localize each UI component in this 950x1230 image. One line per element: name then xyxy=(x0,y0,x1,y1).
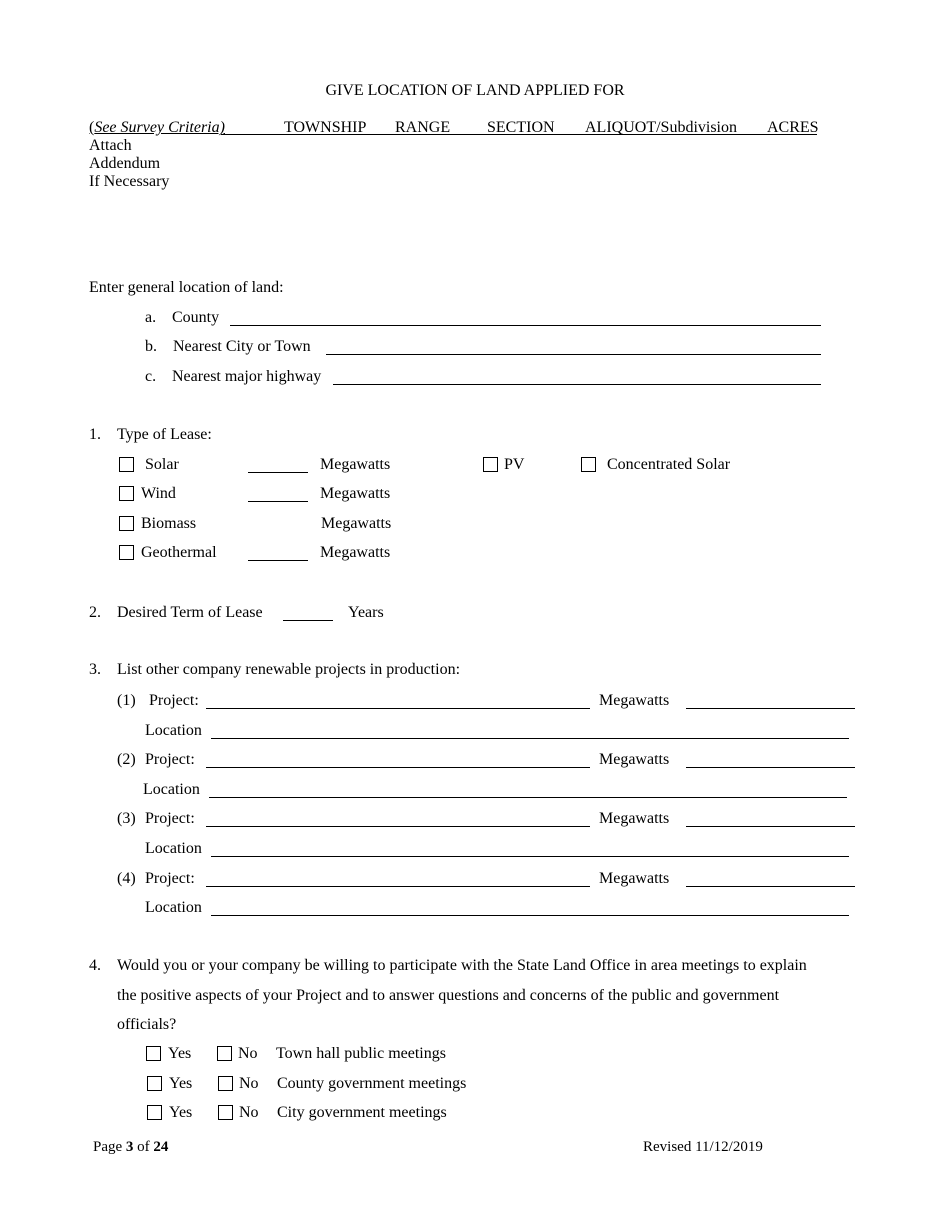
project-index: (4) xyxy=(117,870,136,887)
location-label: Location xyxy=(145,840,202,857)
geothermal-checkbox[interactable] xyxy=(119,545,134,560)
q2-label: Desired Term of Lease xyxy=(117,604,263,621)
q2-number: 2. xyxy=(89,604,101,621)
county-yes-checkbox[interactable] xyxy=(147,1076,162,1091)
solar-checkbox[interactable] xyxy=(119,457,134,472)
nearest-city-label: Nearest City or Town xyxy=(173,338,311,355)
project-field[interactable] xyxy=(206,826,590,827)
project-label: Project: xyxy=(145,870,195,887)
project-field[interactable] xyxy=(206,767,590,768)
lease-term-field[interactable] xyxy=(283,620,333,621)
column-section: SECTION xyxy=(487,119,555,136)
no-label: No xyxy=(239,1075,259,1092)
location-label: Location xyxy=(145,722,202,739)
project-megawatts-field[interactable] xyxy=(686,826,855,827)
solar-label: Solar xyxy=(145,456,179,473)
concentrated-solar-label: Concentrated Solar xyxy=(607,456,731,473)
city-yes-checkbox[interactable] xyxy=(147,1105,162,1120)
item-letter: a. xyxy=(145,309,157,326)
no-label: No xyxy=(238,1045,258,1062)
megawatts-label: Megawatts xyxy=(599,751,670,768)
project-index: (3) xyxy=(117,810,136,827)
megawatts-unit: Megawatts xyxy=(320,485,391,502)
project-index: (2) xyxy=(117,751,136,768)
project-megawatts-field[interactable] xyxy=(686,708,855,709)
megawatts-label: Megawatts xyxy=(599,870,670,887)
county-label: County xyxy=(172,309,220,326)
q3-heading: List other company renewable projects in production: xyxy=(117,661,461,678)
yes-label: Yes xyxy=(169,1104,193,1121)
project-label: Project: xyxy=(149,692,199,709)
column-range: RANGE xyxy=(395,119,451,136)
wind-checkbox[interactable] xyxy=(119,486,134,501)
megawatts-label: Megawatts xyxy=(599,692,670,709)
column-township: TOWNSHIP xyxy=(284,119,367,136)
nearest-highway-field[interactable] xyxy=(333,384,821,385)
town-hall-yes-checkbox[interactable] xyxy=(146,1046,161,1061)
project-label: Project: xyxy=(145,810,195,827)
nearest-city-field[interactable] xyxy=(326,354,821,355)
wind-megawatts-field[interactable] xyxy=(248,501,308,502)
attach-note-line: Attach xyxy=(89,137,132,154)
geothermal-label: Geothermal xyxy=(141,544,217,561)
project-location-field[interactable] xyxy=(211,856,849,857)
attach-note-line: Addendum xyxy=(89,155,161,172)
column-acres: ACRES xyxy=(767,119,819,136)
solar-megawatts-field[interactable] xyxy=(248,472,308,473)
geothermal-megawatts-field[interactable] xyxy=(248,560,308,561)
survey-criteria-text: See Survey Criteria) xyxy=(94,119,225,136)
q4-question-line: the positive aspects of your Project and to answer questions and concerns of the public and government xyxy=(117,987,780,1004)
project-index: (1) xyxy=(117,692,136,709)
attach-note-line: If Necessary xyxy=(89,173,170,190)
city-no-checkbox[interactable] xyxy=(218,1105,233,1120)
town-hall-label: Town hall public meetings xyxy=(276,1045,446,1062)
project-megawatts-field[interactable] xyxy=(686,767,855,768)
project-location-field[interactable] xyxy=(211,738,849,739)
item-letter: c. xyxy=(145,368,157,385)
q4-number: 4. xyxy=(89,957,101,974)
revised-date: Revised 11/12/2019 xyxy=(643,1139,763,1155)
q4-question-line: Would you or your company be willing to participate with the State Land Office in area meetings to explain xyxy=(117,957,807,974)
project-location-field[interactable] xyxy=(211,915,849,916)
page-number xyxy=(93,1138,168,1156)
megawatts-unit: Megawatts xyxy=(320,544,391,561)
yes-label: Yes xyxy=(169,1075,193,1092)
nearest-highway-label: Nearest major highway xyxy=(172,368,322,385)
column-aliquot: ALIQUOT/Subdivision xyxy=(585,119,737,136)
county-meetings-label: County government meetings xyxy=(277,1075,467,1092)
county-no-checkbox[interactable] xyxy=(218,1076,233,1091)
county-field[interactable] xyxy=(230,325,821,326)
no-label: No xyxy=(239,1104,259,1121)
item-letter: b. xyxy=(145,338,157,355)
city-meetings-label: City government meetings xyxy=(277,1104,447,1121)
megawatts-label: Megawatts xyxy=(599,810,670,827)
biomass-label: Biomass xyxy=(141,515,197,532)
project-label: Project: xyxy=(145,751,195,768)
project-field[interactable] xyxy=(206,886,590,887)
megawatts-unit: Megawatts xyxy=(321,515,392,532)
page-total: 24 xyxy=(153,1139,169,1155)
page-title: GIVE LOCATION OF LAND APPLIED FOR xyxy=(325,82,625,99)
project-field[interactable] xyxy=(206,708,590,709)
biomass-checkbox[interactable] xyxy=(119,516,134,531)
pv-checkbox[interactable] xyxy=(483,457,498,472)
concentrated-solar-checkbox[interactable] xyxy=(581,457,596,472)
wind-label: Wind xyxy=(141,485,176,502)
yes-label: Yes xyxy=(168,1045,192,1062)
q3-number: 3. xyxy=(89,661,101,678)
survey-criteria-link xyxy=(89,119,225,137)
q1-number: 1. xyxy=(89,426,101,443)
page-word: Page xyxy=(93,1139,123,1155)
location-label: Location xyxy=(145,899,202,916)
q1-heading: Type of Lease: xyxy=(117,426,212,443)
general-location-heading: Enter general location of land: xyxy=(89,279,284,296)
megawatts-unit: Megawatts xyxy=(320,456,391,473)
years-unit: Years xyxy=(348,604,384,621)
location-label: Location xyxy=(143,781,200,798)
page-current: 3 xyxy=(125,1139,134,1155)
of-word: of xyxy=(137,1139,150,1155)
pv-label: PV xyxy=(504,456,525,473)
project-location-field[interactable] xyxy=(209,797,847,798)
town-hall-no-checkbox[interactable] xyxy=(217,1046,232,1061)
project-megawatts-field[interactable] xyxy=(686,886,855,887)
q4-question-line: officials? xyxy=(117,1016,177,1033)
survey-criteria-paren: ( xyxy=(89,119,95,136)
